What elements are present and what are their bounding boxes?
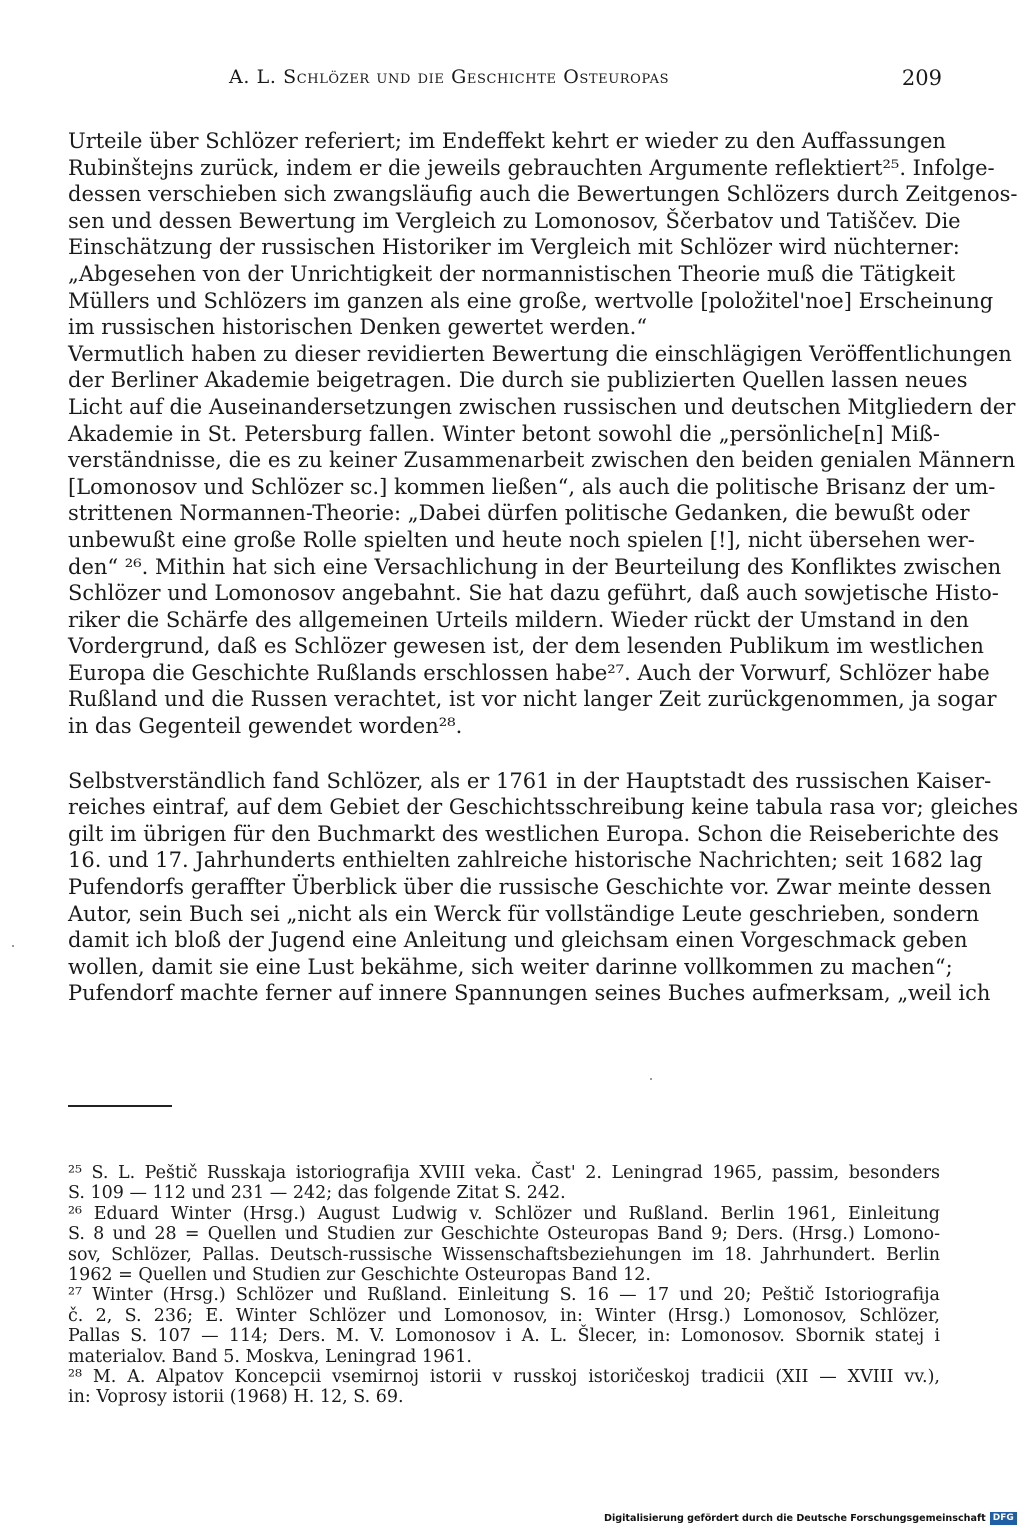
body-line: Einschätzung der russischen Historiker im Vergleich mit Schlözer wird nüchterner: (68, 235, 960, 260)
body-line: reiches eintraf, auf dem Gebiet der Geschichtsschreibung keine tabula rasa vor; gleiches (68, 795, 1018, 820)
footnote-line: č. 2, S. 236; E. Winter Schlözer und Lomonosov, in: Winter (Hrsg.) Lomonosov, Schlözer, (68, 1305, 940, 1326)
footnote-line: Pallas S. 107 — 114; Ders. M. V. Lomonosov i A. L. Šlecer, in: Lomonosov. Sbornik statej i (68, 1326, 940, 1347)
body-line: damit ich bloß der Jugend eine Anleitung und gleichsam einen Vorgeschmack geben (68, 928, 968, 953)
body-line: den“ ²⁶. Mithin hat sich eine Versachlichung in der Beurteilung des Konfliktes zwischen (68, 554, 1002, 579)
body-line: Urteile über Schlözer referiert; im Endeffekt kehrt er wieder zu den Auffassungen (68, 129, 946, 153)
body-line: Licht auf die Auseinandersetzungen zwischen russischen und deutschen Mitgliedern der (68, 394, 1016, 419)
footnote-line: materialov. Band 5. Moskva, Leningrad 1961. (68, 1346, 472, 1367)
body-line: dessen verschieben sich zwangsläufig auch die Bewertungen Schlözers durch Zeitgenos- (68, 182, 1018, 207)
footnote-line: ²⁶ Eduard Winter (Hrsg.) August Ludwig v. Schlözer und Rußland. Berlin 1961, Einleitung (68, 1203, 940, 1224)
footnote-line: S. 109 — 112 und 231 — 242; das folgende Zitat S. 242. (68, 1183, 566, 1204)
footnote-line: ²⁷ Winter (Hrsg.) Schlözer und Rußland. Einleitung S. 16 — 17 und 20; Peštič Istoriografija (68, 1285, 940, 1306)
footnote-line: 1962 = Quellen und Studien zur Geschichte Osteuropas Band 12. (68, 1264, 651, 1285)
body-line: im russischen historischen Denken gewertet werden.“ (68, 315, 648, 340)
body-line: [Lomonosov und Schlözer sc.] kommen ließen“, als auch die politische Brisanz der um- (68, 474, 996, 499)
footnotes (68, 1163, 940, 1408)
body-line: 16. und 17. Jahrhunderts enthielten zahlreiche historische Nachrichten; seit 1682 lag (68, 848, 983, 873)
scan-speck (650, 1078, 652, 1080)
body-line: strittenen Normannen-Theorie: „Dabei dürfen politische Gedanken, die bewußt oder (68, 501, 970, 526)
body-line: Akademie in St. Petersburg fallen. Winter betont sowohl die „persönliche[n] Miß- (68, 421, 940, 446)
body-line: verständnisse, die es zu keiner Zusammenarbeit zwischen den beiden genialen Männern (68, 448, 1016, 473)
footnote-line: ²⁵ S. L. Peštič Russkaja istoriografija XVIII veka. Čast' 2. Leningrad 1965, passim, besonders (68, 1163, 940, 1183)
body-line: „Abgesehen von der Unrichtigkeit der normannistischen Theorie muß die Tätigkeit (68, 261, 956, 286)
footnote-line: sov, Schlözer, Pallas. Deutsch-russische Wissenschaftsbeziehungen im 18. Jahrhundert. Berlin (68, 1244, 940, 1265)
running-title: A. L. Schlözer und die Geschichte Osteuropas (229, 66, 670, 88)
footnote-line: S. 8 und 28 = Quellen und Studien zur Geschichte Osteuropas Band 9; Ders. (Hrsg.) Lomono- (68, 1224, 940, 1245)
body-line: Europa die Geschichte Rußlands erschlossen habe²⁷. Auch der Vorwurf, Schlözer habe (68, 660, 990, 685)
body-text (68, 128, 1018, 1007)
body-line: Müllers und Schlözers im ganzen als eine große, wertvolle [položitel'noe] Erscheinung (68, 288, 994, 313)
footnote-line: ²⁸ M. A. Alpatov Koncepcii vsemirnoj istorii v russkoj istoričeskoj tradicii (XII — XVIII vv.), (68, 1366, 940, 1387)
body-line: Rubinštejns zurück, indem er die jeweils gebrauchten Argumente reflektiert²⁵. Infolge- (68, 155, 995, 180)
body-line: Autor, sein Buch sei „nicht als ein Werck für vollständige Leute geschrieben, sondern (68, 901, 980, 926)
footnote-separator (68, 1105, 172, 1107)
body-line: Rußland und die Russen verachtet, ist vor nicht langer Zeit zurückgenommen, ja sogar (68, 687, 997, 712)
body-line: wollen, damit sie eine Lust bekähme, sich weiter darinne vollkommen zu machen“; (68, 954, 953, 979)
dfg-logo-icon: DFG (990, 1512, 1017, 1525)
page-number: 209 (901, 66, 942, 90)
paragraph-gap (68, 740, 940, 768)
body-line: der Berliner Akademie beigetragen. Die durch sie publizierten Quellen lassen neues (68, 368, 968, 393)
scan-speck (12, 945, 14, 947)
footnote-line: in: Voprosy istorii (1968) H. 12, S. 69. (68, 1387, 404, 1408)
body-line: Vermutlich haben zu dieser revidierten Bewertung die einschlägigen Veröffentlichungen (68, 341, 1012, 366)
body-line: riker die Schärfe des allgemeinen Urteils mildern. Wieder rückt der Umstand in den (68, 607, 969, 632)
body-line: Schlözer und Lomonosov angebahnt. Sie hat dazu geführt, daß auch sowjetische Histo- (68, 581, 999, 606)
body-line: sen und dessen Bewertung im Vergleich zu Lomonosov, Ščerbatov und Tatiščev. Die (68, 208, 961, 233)
body-line: unbewußt eine große Rolle spielten und heute noch spielen [!], nicht übersehen wer- (68, 527, 975, 552)
body-line: Vordergrund, daß es Schlözer gewesen ist, der dem lesenden Publikum im westlichen (68, 634, 984, 659)
body-line: Selbstverständlich fand Schlözer, als er 1761 in der Hauptstadt des russischen Kaiser- (68, 768, 992, 793)
body-line: gilt im übrigen für den Buchmarkt des westlichen Europa. Schon die Reiseberichte des (68, 821, 999, 846)
body-line: in das Gegenteil gewendet worden²⁸. (68, 714, 463, 739)
digitization-footer (604, 1511, 1017, 1526)
body-line: Pufendorfs geraffter Überblick über die russische Geschichte vor. Zwar meinte dessen (68, 875, 992, 900)
body-line: Pufendorf machte ferner auf innere Spannungen seines Buches aufmerksam, „weil ich (68, 981, 991, 1006)
funding-note: Digitalisierung gefördert durch die Deutsche Forschungsgemeinschaft (604, 1513, 986, 1524)
